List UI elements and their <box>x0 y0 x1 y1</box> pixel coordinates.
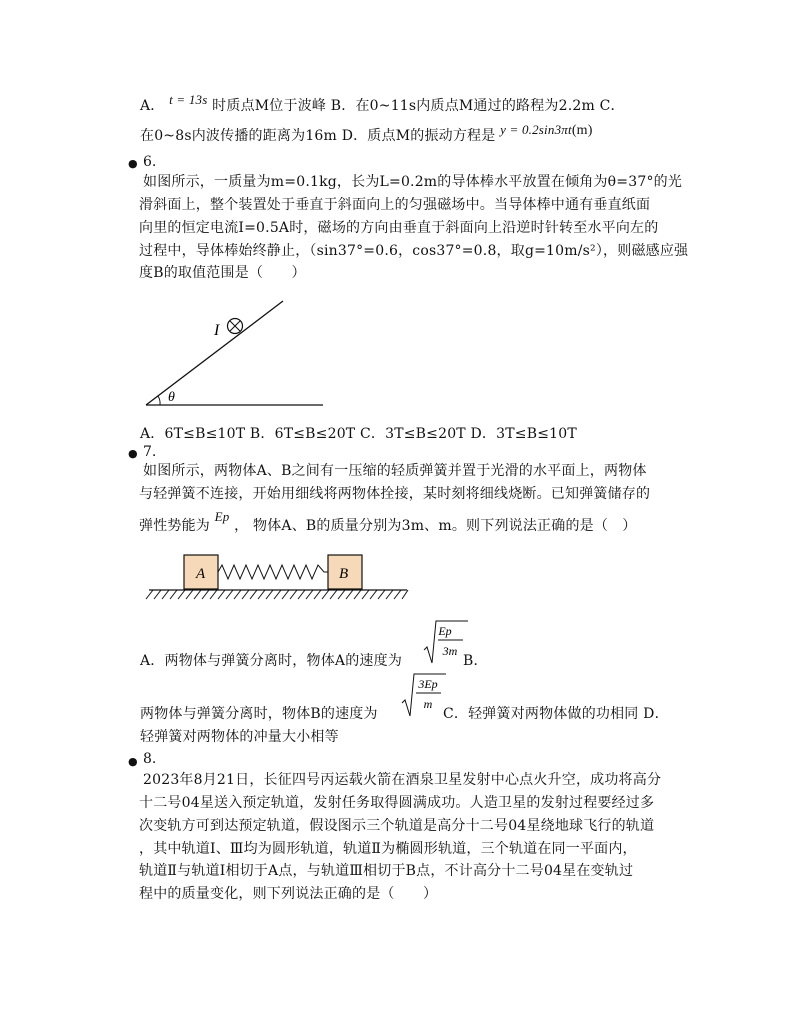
incline-slope-line <box>146 301 283 405</box>
q8-stem-line-1: 2023年8月21日，长征四号丙运载火箭在酒泉卫星发射中心点火升空，成功将高分 <box>143 772 662 788</box>
q6-number: 6. <box>143 154 157 170</box>
q7-spring-figure <box>145 553 410 605</box>
q8-stem-line-6: 程中的质量变化，则下列说法正确的是（ ） <box>139 886 438 902</box>
q7-stem-line-2: 与轻弹簧不连接，开始用细线将两物体拴接，某时刻将细线烧断。已知弹簧储存的 <box>139 486 651 502</box>
q7-option-b-numerator: 3Ep <box>418 677 438 691</box>
q6-stem-line-2: 滑斜面上，整个装置处于垂直于斜面向上的匀强磁场中。当导体棒中通有垂直纸面 <box>139 197 651 213</box>
bullet-q7: ● <box>128 447 138 460</box>
q5-option-a-prefix: A． <box>140 98 165 114</box>
q6-stem-line-4: 过程中，导体棒始终静止，（sin37°=0.6，cos37°=0.8，取g=10m/s²），则磁感应强 <box>139 243 689 259</box>
compressed-spring <box>218 565 328 579</box>
q5-option-d-text: D．质点M的振动方程是 <box>341 128 496 144</box>
q5-option-a-row <box>140 92 625 116</box>
q5-option-a-math: t = 13s <box>169 92 208 107</box>
q7-option-a-numerator: Ep <box>438 624 452 638</box>
q7-number: 7. <box>143 444 157 460</box>
q6-stem-line-5: 度B的取值范围是（ ） <box>139 265 306 281</box>
current-label: I <box>214 322 220 339</box>
q6-stem-line-1: 如图所示，一质量为m=0.1kg，长为L=0.2m的导体棒水平放置在倾角为θ=37°的光 <box>143 174 683 190</box>
q5-option-d-math: y = 0.2sin3πt <box>500 122 572 137</box>
q5-option-cd-row <box>140 122 593 147</box>
q8-stem-line-5: 轨道Ⅱ与轨道Ⅰ相切于A点，与轨道Ⅲ相切于B点，不计高分十二号04星在变轨过 <box>139 863 634 879</box>
block-b-label: B <box>339 566 349 582</box>
q6-options: A．6T≤B≤10T B．6T≤B≤20T C．3T≤B≤20T D．3T≤B≤10T <box>140 426 577 442</box>
q7-option-b-denominator: m <box>423 697 433 711</box>
q6-stem-line-3: 向里的恒定电流I=0.5A时，磁场的方向由垂直于斜面向上沿逆时针转至水平向左的 <box>139 220 659 236</box>
q7-option-b-prefix: B． <box>463 653 488 669</box>
q5-option-c-prefix: C． <box>599 98 625 114</box>
q7-ep-symbol: Ep <box>214 509 230 524</box>
q7-option-d: 轻弹簧对两物体的冲量大小相等 <box>140 729 339 745</box>
q7-option-a-text: A．两物体与弹簧分离时，物体A的速度为 <box>140 653 403 669</box>
angle-arc <box>158 396 160 405</box>
q6-incline-figure <box>140 295 340 410</box>
q7-option-a-denominator: 3m <box>442 644 458 658</box>
q5-option-c-text: 在0~8s内波传播的距离为16m <box>140 128 338 144</box>
q8-stem-line-4: ，其中轨道Ⅰ、Ⅲ均为圆形轨道，轨道Ⅱ为椭圆形轨道，三个轨道在同一平面内， <box>139 841 637 857</box>
q7-stem-line-1: 如图所示，两物体A、B之间有一压缩的轻质弹簧并置于光滑的水平面上，两物体 <box>143 463 647 479</box>
angle-theta-label: θ <box>168 390 175 405</box>
q7-stem-line-3-prefix: 弹性势能为 <box>139 518 210 534</box>
q7-option-b-text: 两物体与弹簧分离时，物体B的速度为 <box>140 706 378 722</box>
q7-stem-line-3 <box>139 509 637 536</box>
q8-stem-line-2: 十二号04星送入预定轨道，发射任务取得圆满成功。人造卫星的发射过程要经过多 <box>139 795 655 811</box>
ground-hatching <box>146 590 408 599</box>
q5-option-d-unit: (m) <box>571 123 593 138</box>
q7-option-c: C．轻弹簧对两物体做的功相同 D． <box>443 706 669 722</box>
bullet-q6: ● <box>128 157 138 170</box>
bullet-q8: ● <box>128 755 138 768</box>
q7-stem-line-3-suffix: ， 物体A、B的质量分别为3m、m。则下列说法正确的是（ ） <box>234 518 637 534</box>
q8-number: 8. <box>143 751 157 767</box>
block-a-label: A <box>196 566 206 582</box>
q5-option-a-text: 时质点M位于波峰 <box>212 98 327 114</box>
q8-stem-line-3: 次变轨方可到达预定轨道，假设图示三个轨道是高分十二号04星绕地球飞行的轨道 <box>139 818 655 834</box>
q7-option-b-sqrt <box>401 673 447 719</box>
q5-option-b: B．在0~11s内质点M通过的路程为2.2m <box>330 98 595 114</box>
